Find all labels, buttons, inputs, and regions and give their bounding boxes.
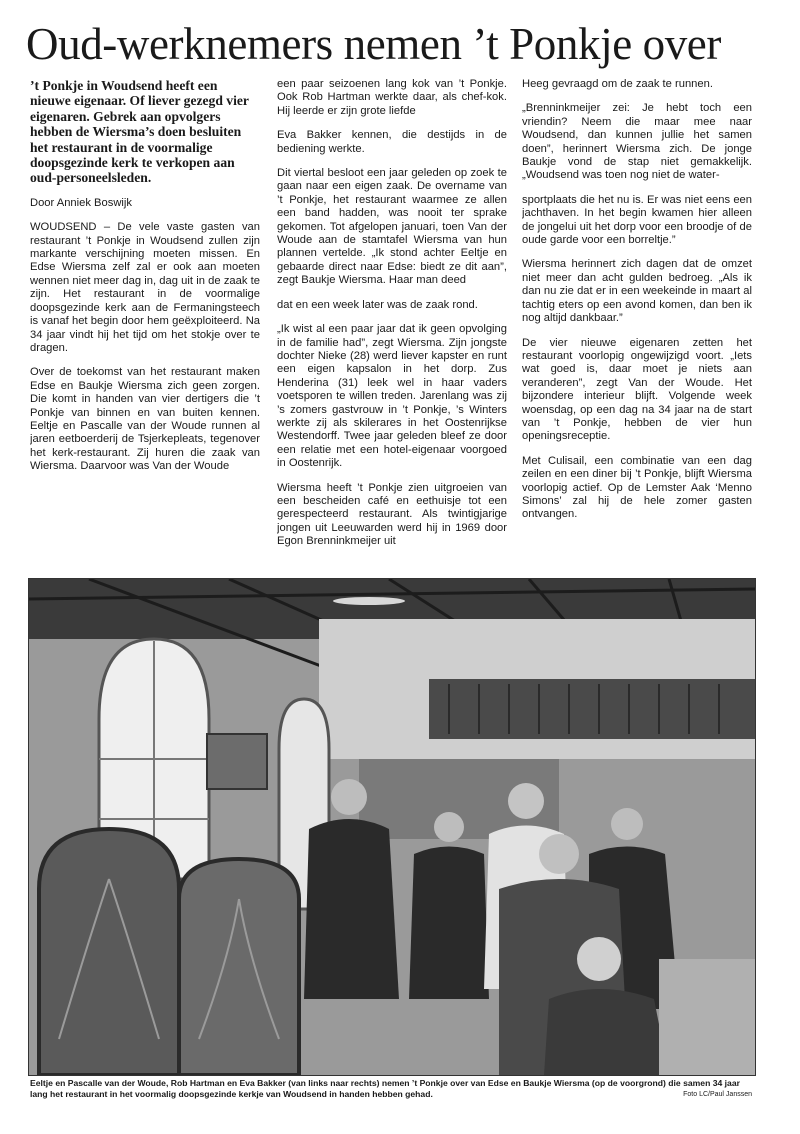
byline: Door Anniek Boswijk [30,196,132,209]
body-paragraph: Heeg gevraagd om de zaak te runnen. [522,78,713,90]
body-paragraph: De vier nieuwe eigenaren zetten het restaurant voorlopig ongewijzigd voort. „Iets wat goed is, daar moet je niets aan veranderen”, zegt Van der Woude. Het bijzondere interieur blijft. Volgende week woensdag, op een dag na 34 jaar na de start van ’t Ponkje, hebben de vier hun openingsreceptie. [522,336,752,443]
body-paragraph: Over de toekomst van het restaurant maken Edse en Baukje Wiersma zich geen zorgen. Die komt in handen van vier dertigers die ’t Ponkje van binnen en van buiten kennen. Eeltje en Pascalle van der Woude runnen al jaren eetboerderij de Tsjerkepleats, tegenover het kerk-restaurant. Zij huren die zaak van Wiersma. Daarvoor was Van der Woude [30,366,260,473]
column-2 [277,78,507,560]
body-paragraph: „Ik wist al een paar jaar dat ik geen opvolging in de familie had”, zegt Wiersma. Zijn jongste dochter Nieke (28) werd liever kapster en runt een eigen kapsalon in het dorp. Zus Henderina (31) leek wel in haar vaders voetsporen te willen treden. Jarenlang was zij ’s zomers gastvrouw in ’t Ponkje, ’s Winters werkte zij als skilerares in het Oostenrijkse Westendorff. Twee jaar geleden bleef ze door een relatie met een hotel-eigenaar voorgoed in Oostenrijk. [277,323,507,470]
body-paragraph: sportplaats die het nu is. Er was niet eens een jachthaven. In het begin kwamen hier alleen de jongelui uit het dorp voor een broodje of de oude garde voor een borreltje.” [522,193,752,247]
lead-paragraph: ’t Ponkje in Woudsend heeft een nieuwe eigenaar. Of liever gezegd vier eigenaren. Gebrek aan opvolgers hebben de Wiersma’s doen besluiten het restaurant in de voormalige doopsgezinde kerk te verkopen aan oud-personeelsleden. [30,78,249,186]
body-paragraph: Wiersma heeft ’t Ponkje zien uitgroeien van een bescheiden café en eethuisje tot een gerespecteerd restaurant. Als twintigjarige jongen uit Leeuwarden werd hij in 1969 door Egon Brenninkmeijer uit [277,481,507,548]
headline: Oud-werknemers nemen ’t Ponkje over [26,19,721,69]
body-paragraph: een paar seizoenen lang kok van ’t Ponkje. Ook Rob Hartman werkte daar, als chef-kok. Hij leerde er zijn grote liefde [277,78,507,117]
photo-credit: Foto LC/Paul Janssen [683,1091,752,1098]
body-paragraph: dat en een week later was de zaak rond. [277,298,478,311]
body-paragraph: Wiersma herinnert zich dagen dat de omzet niet meer dan acht gulden bedroeg. „Als ik dan nu zie dat er in een weekeinde in maart al tachtig eters op een avond komen, dan ben ik nog altijd dankbaar.” [522,258,752,325]
body-paragraph: Met Culisail, een combinatie van een dag zeilen en een diner bij ’t Ponkje, blijft Wiersma voorlopig actief. Op de Lemster Aak ‘Menno Simons’ zal hij de hele zomer gasten ontvangen. [522,454,752,521]
column-3 [522,78,752,560]
body-paragraph: WOUDSEND – De vele vaste gasten van restaurant ’t Ponkje in Woudsend zullen zijn markante verschijning moeten missen. En Edse Wiersma zelf zal er ook aan moeten wennen niet meer dag in, dag uit in de zaak te zijn. Het restaurant in de voormalige doopsgezinde kerk aan de Fermaningsteech is vanaf het begin door hem geëxploiteerd. Na 34 jaar vindt hij het tijd om het stokje over te dragen. [30,221,260,354]
photo-caption: Eeltje en Pascalle van der Woude, Rob Hartman en Eva Bakker (van links naar rechts) nemen ’t Ponkje over van Edse en Baukje Wiersma (op de voorgrond) die samen 34 jaar lang het restaurant in het voormalig doopsgezinde kerkje van Woudsend in handen hebben gehad. [30,1078,740,1099]
body-paragraph: „Brenninkmeijer zei: Je hebt toch een vriendin? Neem die maar mee naar Woudsend, dan kunnen jullie het samen doen”, herinnert Wiersma zich. De jonge Baukje vond de stap niet gemakkelijk. „Woudsend was toen nog niet de water- [522,102,752,182]
body-paragraph: Dit viertal besloot een jaar geleden op zoek te gaan naar een eigen zaak. De overname van ’t Ponkje, het restaurant waarmee ze allen een band hadden, was nooit ter sprake gekomen. Tot afgelopen januari, toen Van der Woude aan de stamtafel Wiersma van hun plannen vertelde. „Ik stond achter Eeltje en gebaarde direct naar Edse: biedt ze dit aan”, zegt Baukje Wiersma. Haar man deed [277,167,507,287]
column-1 [30,78,260,560]
restaurant-photo [28,578,756,1076]
body-paragraph: Eva Bakker kennen, die destijds in de bediening werkte. [277,129,507,155]
